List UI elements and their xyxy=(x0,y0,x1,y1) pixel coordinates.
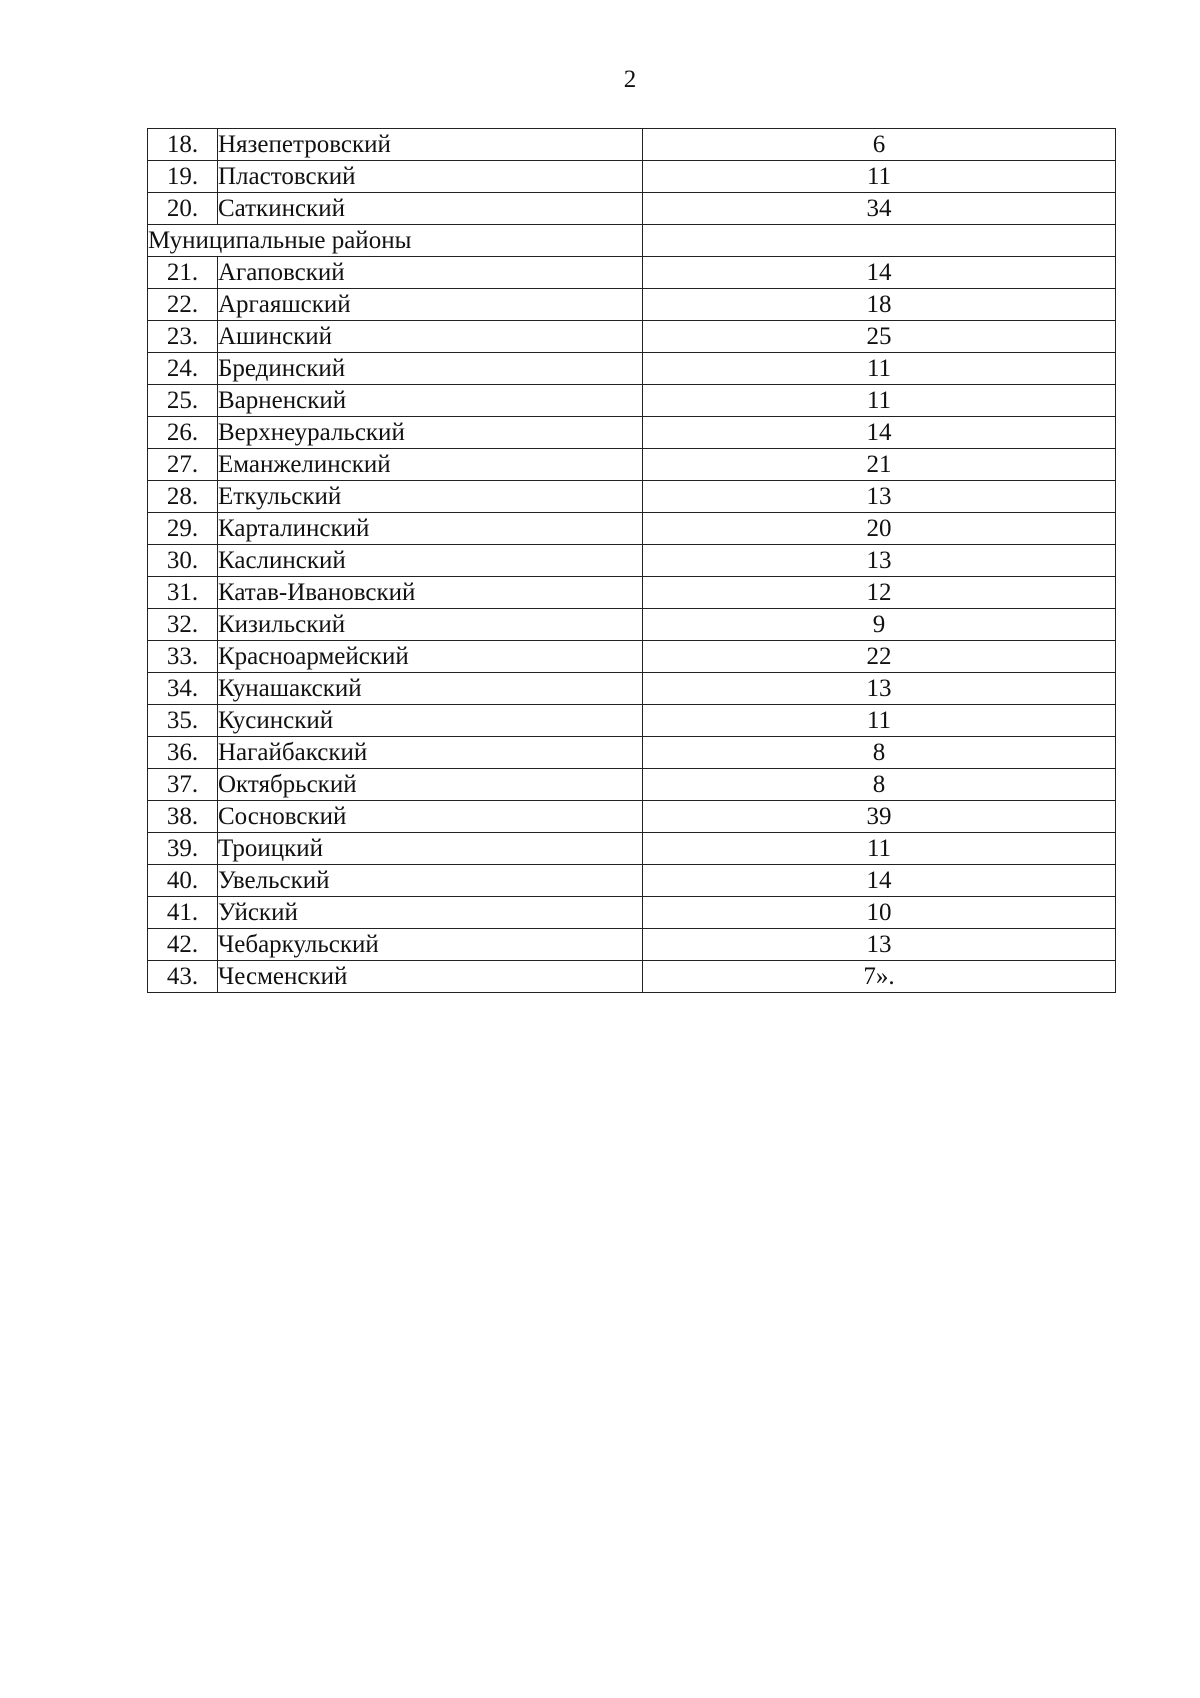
table-row xyxy=(148,161,1116,193)
district-name: Кунашакский xyxy=(218,673,643,705)
row-number: 42. xyxy=(148,929,218,961)
district-value: 10 xyxy=(643,897,1116,929)
district-name: Троицкий xyxy=(218,833,643,865)
table-row xyxy=(148,609,1116,641)
row-number: 25. xyxy=(148,385,218,417)
district-name: Увельский xyxy=(218,865,643,897)
table-row xyxy=(148,545,1116,577)
district-value: 8 xyxy=(643,769,1116,801)
section-value-empty xyxy=(643,225,1116,257)
row-number: 24. xyxy=(148,353,218,385)
district-value: 14 xyxy=(643,865,1116,897)
district-name: Саткинский xyxy=(218,193,643,225)
row-number: 19. xyxy=(148,161,218,193)
row-number: 20. xyxy=(148,193,218,225)
table-row xyxy=(148,353,1116,385)
table-row xyxy=(148,865,1116,897)
district-name: Катав-Ивановский xyxy=(218,577,643,609)
row-number: 31. xyxy=(148,577,218,609)
district-name: Чесменский xyxy=(218,961,643,993)
row-number: 22. xyxy=(148,289,218,321)
district-value: 12 xyxy=(643,577,1116,609)
district-value: 39 xyxy=(643,801,1116,833)
district-value: 9 xyxy=(643,609,1116,641)
row-number: 26. xyxy=(148,417,218,449)
district-value: 14 xyxy=(643,417,1116,449)
table-row xyxy=(148,801,1116,833)
row-number: 40. xyxy=(148,865,218,897)
table-row xyxy=(148,257,1116,289)
district-value: 11 xyxy=(643,353,1116,385)
table-row xyxy=(148,577,1116,609)
table-row xyxy=(148,833,1116,865)
district-value: 7». xyxy=(643,961,1116,993)
table-row xyxy=(148,513,1116,545)
table-row xyxy=(148,897,1116,929)
district-name: Аргаяшский xyxy=(218,289,643,321)
district-name: Октябрьский xyxy=(218,769,643,801)
district-value: 20 xyxy=(643,513,1116,545)
row-number: 29. xyxy=(148,513,218,545)
district-value: 8 xyxy=(643,737,1116,769)
district-name: Агаповский xyxy=(218,257,643,289)
districts-table xyxy=(147,128,1116,993)
district-value: 11 xyxy=(643,833,1116,865)
section-label: Муниципальные районы xyxy=(148,225,643,257)
district-name: Сосновский xyxy=(218,801,643,833)
table-row xyxy=(148,641,1116,673)
district-value: 13 xyxy=(643,929,1116,961)
district-name: Ашинский xyxy=(218,321,643,353)
district-value: 11 xyxy=(643,385,1116,417)
table-row xyxy=(148,769,1116,801)
district-name: Уйский xyxy=(218,897,643,929)
table-row xyxy=(148,193,1116,225)
row-number: 21. xyxy=(148,257,218,289)
district-name: Каслинский xyxy=(218,545,643,577)
district-value: 34 xyxy=(643,193,1116,225)
district-name: Нязепетровский xyxy=(218,129,643,161)
row-number: 18. xyxy=(148,129,218,161)
table-row xyxy=(148,929,1116,961)
district-name: Брединский xyxy=(218,353,643,385)
row-number: 33. xyxy=(148,641,218,673)
district-name: Карталинский xyxy=(218,513,643,545)
district-name: Кусинский xyxy=(218,705,643,737)
table-row xyxy=(148,321,1116,353)
district-value: 6 xyxy=(643,129,1116,161)
table-row xyxy=(148,737,1116,769)
district-value: 13 xyxy=(643,481,1116,513)
district-name: Варненский xyxy=(218,385,643,417)
row-number: 39. xyxy=(148,833,218,865)
table-row xyxy=(148,417,1116,449)
page-number: 2 xyxy=(623,66,637,93)
district-value: 14 xyxy=(643,257,1116,289)
row-number: 32. xyxy=(148,609,218,641)
row-number: 34. xyxy=(148,673,218,705)
district-value: 13 xyxy=(643,673,1116,705)
table-row xyxy=(148,289,1116,321)
district-value: 22 xyxy=(643,641,1116,673)
district-value: 13 xyxy=(643,545,1116,577)
district-value: 18 xyxy=(643,289,1116,321)
table-row xyxy=(148,481,1116,513)
table-row xyxy=(148,673,1116,705)
table-row xyxy=(148,449,1116,481)
row-number: 28. xyxy=(148,481,218,513)
row-number: 35. xyxy=(148,705,218,737)
district-name: Пластовский xyxy=(218,161,643,193)
section-row xyxy=(148,225,1116,257)
district-value: 11 xyxy=(643,161,1116,193)
table-row xyxy=(148,705,1116,737)
district-name: Еманжелинский xyxy=(218,449,643,481)
row-number: 30. xyxy=(148,545,218,577)
table-row xyxy=(148,129,1116,161)
row-number: 27. xyxy=(148,449,218,481)
row-number: 23. xyxy=(148,321,218,353)
row-number: 38. xyxy=(148,801,218,833)
district-name: Нагайбакский xyxy=(218,737,643,769)
district-name: Чебаркульский xyxy=(218,929,643,961)
row-number: 43. xyxy=(148,961,218,993)
district-name: Кизильский xyxy=(218,609,643,641)
table-row xyxy=(148,961,1116,993)
district-value: 11 xyxy=(643,705,1116,737)
district-name: Еткульский xyxy=(218,481,643,513)
table-row xyxy=(148,385,1116,417)
row-number: 37. xyxy=(148,769,218,801)
district-value: 21 xyxy=(643,449,1116,481)
row-number: 41. xyxy=(148,897,218,929)
district-name: Верхнеуральский xyxy=(218,417,643,449)
district-value: 25 xyxy=(643,321,1116,353)
district-name: Красноармейский xyxy=(218,641,643,673)
row-number: 36. xyxy=(148,737,218,769)
